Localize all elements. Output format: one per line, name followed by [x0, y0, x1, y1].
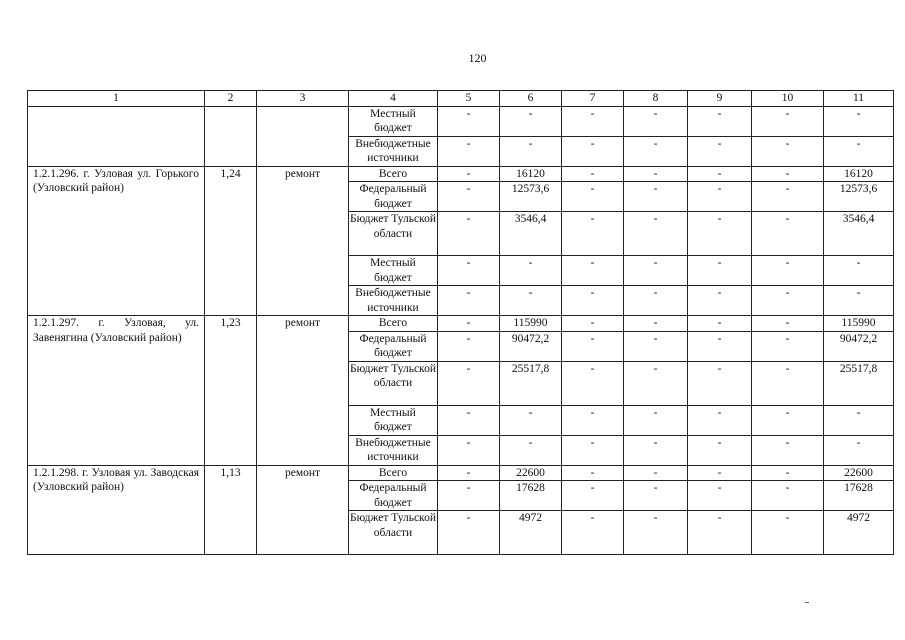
value-cell: - [438, 435, 500, 465]
value-cell: - [688, 316, 752, 332]
value-cell: - [824, 136, 894, 166]
column-header: 10 [752, 91, 824, 107]
value-cell: - [562, 405, 624, 435]
value-cell: - [752, 106, 824, 136]
value-cell: - [624, 331, 688, 361]
funding-source-cell: Внебюджетные источники [349, 435, 438, 465]
value-cell: - [824, 435, 894, 465]
funding-source-cell: Всего [349, 316, 438, 332]
value-cell: - [624, 256, 688, 286]
funding-source-cell: Всего [349, 166, 438, 182]
value-cell: - [438, 182, 500, 212]
value-cell: - [688, 136, 752, 166]
table-row [28, 316, 894, 332]
value-cell: - [438, 405, 500, 435]
value-cell: - [752, 182, 824, 212]
column-header: 1 [28, 91, 205, 107]
value-cell: - [824, 256, 894, 286]
value-cell: - [688, 286, 752, 316]
value-cell: - [438, 136, 500, 166]
object-cell: 1.2.1.297. г. Узловая, ул. Завенягина (Узловский район) [28, 316, 205, 466]
value-cell: - [562, 511, 624, 555]
funding-source-cell: Всего [349, 465, 438, 481]
funding-source-cell: Местный бюджет [349, 106, 438, 136]
value-cell: - [752, 256, 824, 286]
value-cell: - [688, 361, 752, 405]
value-cell: - [624, 511, 688, 555]
value-cell: - [562, 481, 624, 511]
value-cell: - [438, 166, 500, 182]
value-cell: - [688, 182, 752, 212]
value-cell: 16120 [500, 166, 562, 182]
value-cell: - [624, 212, 688, 256]
value-cell: - [752, 136, 824, 166]
value-cell: - [438, 286, 500, 316]
value-cell: 17628 [824, 481, 894, 511]
column-header: 4 [349, 91, 438, 107]
value-cell: - [752, 331, 824, 361]
value-cell: - [752, 465, 824, 481]
work-type-cell: ремонт [257, 166, 349, 316]
value-cell: - [624, 465, 688, 481]
value-cell: - [688, 256, 752, 286]
column-header: 6 [500, 91, 562, 107]
value-cell: 90472,2 [824, 331, 894, 361]
value-cell: - [438, 256, 500, 286]
value-cell: 25517,8 [824, 361, 894, 405]
column-header: 2 [205, 91, 257, 107]
object-cell: 1.2.1.298. г. Узловая ул. Заводская (Узловский район) [28, 465, 205, 555]
length-cell: 1,24 [205, 166, 257, 316]
value-cell: 22600 [500, 465, 562, 481]
value-cell: 115990 [824, 316, 894, 332]
value-cell: - [562, 212, 624, 256]
value-cell: - [624, 166, 688, 182]
header-row [28, 91, 894, 107]
value-cell: - [752, 361, 824, 405]
funding-source-cell: Внебюджетные источники [349, 136, 438, 166]
value-cell: - [752, 212, 824, 256]
column-header: 3 [257, 91, 349, 107]
value-cell: 25517,8 [500, 361, 562, 405]
column-header: 7 [562, 91, 624, 107]
value-cell: - [438, 331, 500, 361]
value-cell: 16120 [824, 166, 894, 182]
value-cell: - [688, 465, 752, 481]
budget-table [27, 90, 894, 555]
value-cell: - [500, 256, 562, 286]
scan-mark [805, 602, 809, 603]
page-number: 120 [468, 51, 487, 65]
value-cell: - [562, 166, 624, 182]
value-cell: 115990 [500, 316, 562, 332]
value-cell: - [562, 465, 624, 481]
value-cell: - [562, 256, 624, 286]
value-cell: - [752, 166, 824, 182]
value-cell: 90472,2 [500, 331, 562, 361]
value-cell: - [562, 316, 624, 332]
funding-source-cell: Федеральный бюджет [349, 481, 438, 511]
value-cell: - [688, 212, 752, 256]
value-cell: - [624, 361, 688, 405]
table-row [28, 106, 894, 136]
value-cell: - [624, 106, 688, 136]
value-cell: - [624, 286, 688, 316]
length-cell: 1,13 [205, 465, 257, 555]
value-cell: - [688, 166, 752, 182]
value-cell: 12573,6 [500, 182, 562, 212]
funding-source-cell: Бюджет Тульской области [349, 511, 438, 555]
value-cell: - [624, 136, 688, 166]
value-cell: 12573,6 [824, 182, 894, 212]
value-cell: 17628 [500, 481, 562, 511]
value-cell: 3546,4 [500, 212, 562, 256]
table-body [28, 91, 894, 555]
value-cell: - [624, 405, 688, 435]
value-cell: - [752, 316, 824, 332]
value-cell: - [500, 136, 562, 166]
funding-source-cell: Внебюджетные источники [349, 286, 438, 316]
value-cell: - [438, 106, 500, 136]
value-cell: - [500, 286, 562, 316]
value-cell: - [562, 361, 624, 405]
column-header: 5 [438, 91, 500, 107]
column-header: 9 [688, 91, 752, 107]
value-cell: - [624, 435, 688, 465]
value-cell: - [688, 511, 752, 555]
value-cell: - [500, 405, 562, 435]
value-cell: - [624, 481, 688, 511]
length-cell [205, 106, 257, 166]
funding-source-cell: Местный бюджет [349, 256, 438, 286]
funding-source-cell: Бюджет Тульской области [349, 212, 438, 256]
value-cell: - [438, 316, 500, 332]
value-cell: - [752, 481, 824, 511]
value-cell: - [562, 435, 624, 465]
work-type-cell: ремонт [257, 316, 349, 466]
column-header: 8 [624, 91, 688, 107]
funding-source-cell: Бюджет Тульской области [349, 361, 438, 405]
object-cell: 1.2.1.296. г. Узловая ул. Горького (Узловский район) [28, 166, 205, 316]
object-cell [28, 106, 205, 166]
column-header: 11 [824, 91, 894, 107]
value-cell: - [562, 106, 624, 136]
value-cell: - [752, 286, 824, 316]
value-cell: - [824, 106, 894, 136]
value-cell: - [688, 481, 752, 511]
value-cell: 22600 [824, 465, 894, 481]
work-type-cell [257, 106, 349, 166]
value-cell: - [824, 286, 894, 316]
value-cell: - [500, 435, 562, 465]
value-cell: - [438, 212, 500, 256]
value-cell: - [438, 361, 500, 405]
value-cell: 3546,4 [824, 212, 894, 256]
value-cell: 4972 [500, 511, 562, 555]
value-cell: - [438, 511, 500, 555]
work-type-cell: ремонт [257, 465, 349, 555]
value-cell: - [562, 286, 624, 316]
value-cell: - [752, 511, 824, 555]
value-cell: - [438, 465, 500, 481]
funding-source-cell: Федеральный бюджет [349, 182, 438, 212]
value-cell: - [562, 136, 624, 166]
value-cell: - [562, 331, 624, 361]
funding-source-cell: Федеральный бюджет [349, 331, 438, 361]
value-cell: 4972 [824, 511, 894, 555]
value-cell: - [562, 182, 624, 212]
value-cell: - [752, 435, 824, 465]
value-cell: - [438, 481, 500, 511]
value-cell: - [624, 316, 688, 332]
table-row [28, 465, 894, 481]
funding-source-cell: Местный бюджет [349, 405, 438, 435]
value-cell: - [688, 435, 752, 465]
value-cell: - [688, 106, 752, 136]
value-cell: - [824, 405, 894, 435]
value-cell: - [752, 405, 824, 435]
value-cell: - [500, 106, 562, 136]
length-cell: 1,23 [205, 316, 257, 466]
table-row [28, 166, 894, 182]
value-cell: - [624, 182, 688, 212]
value-cell: - [688, 331, 752, 361]
value-cell: - [688, 405, 752, 435]
